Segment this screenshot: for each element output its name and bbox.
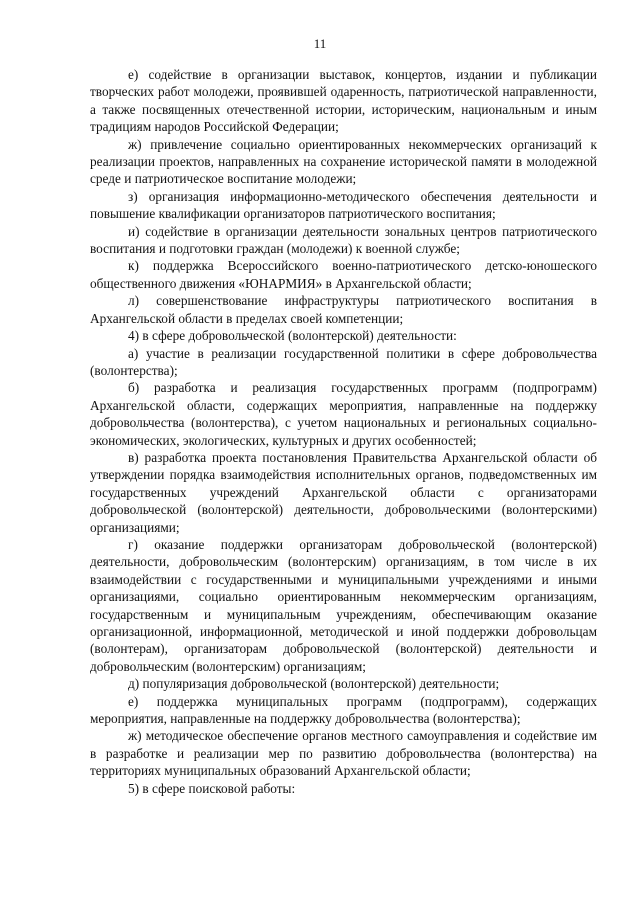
paragraph-e-municipal-programs: е) поддержка муниципальных программ (подпрограмм), содержащих мероприятия, направленные на поддержку добровольчества (волонтерства); (90, 693, 597, 727)
paragraph-l-infrastructure: л) совершенствование инфраструктуры патриотического воспитания в Архангельской области в пределах своей компетенции; (90, 293, 597, 326)
document-body (90, 66, 597, 797)
paragraph-zh-methodical-support: ж) методическое обеспечение органов местного самоуправления и содействие им в разработке и реализации мер по развитию добровольчества (волонтерства) на территориях муниципальных образований Архангельской области; (90, 728, 597, 779)
section-heading-search-work: 5) в сфере поисковой работы: (128, 780, 296, 796)
paragraph-a-state-policy: а) участие в реализации государственной политики в сфере добровольчества (волонтерства); (90, 345, 597, 378)
paragraph-z-methodology: з) организация информационно-методического обеспечения деятельности и повышение квалификации организаторов патриотического воспитания; (90, 188, 597, 222)
paragraph-k-yunarmiya: к) поддержка Всероссийского военно-патриотического детско-юношеского общественного движения «ЮНАРМИЯ» в Архангельской области; (90, 258, 597, 291)
paragraph-d-popularization: д) популяризация добровольческой (волонтерской) деятельности; (128, 676, 500, 692)
section-heading-volunteering: 4) в сфере добровольческой (волонтерской) деятельности: (128, 328, 457, 344)
paragraph-zh-nonprofits: ж) привлечение социально ориентированных некоммерческих организаций к реализации проектов, направленных на сохранение исторической памяти в молодежной среде и патриотическое воспитание молодежи; (90, 136, 597, 187)
paragraph-v-resolution-draft: в) разработка проекта постановления Правительства Архангельской области об утверждении порядка взаимодействия исполнительных органов, подведомственных им государственных учреждений Архангельской области с организаторами добровольческой (волонтерской) деятельности, добровольческими (волонтерскими) организациями; (90, 449, 597, 535)
paragraph-g-support: г) оказание поддержки организаторам добровольческой (волонтерской) деятельности, добровольческим (волонтерским) организациям, в том числе в их взаимодействии с государственными и муниципальными учреждениями и иными организациями, социально ориентированным некоммерческим организациям, государственным и муниципальным учреждениям, обеспечивающим оказание организационной, информационной, методической и иной поддержки добровольцам (волонтерам), организаторам добровольческой (волонтерской) деятельности и добровольческим (волонтерским) организациям; (90, 536, 597, 674)
page-number: 11 (313, 36, 327, 51)
paragraph-e-exhibitions: е) содействие в организации выставок, концертов, издании и публикации творческих работ молодежи, проявившей одаренность, патриотической направленности, а также посвященных отечественной истории, историческим, национальным и иным традициям народов Российской Федерации; (90, 67, 597, 135)
paragraph-b-state-programs: б) разработка и реализация государственных программ (подпрограмм) Архангельской области, содержащих мероприятия, направленные на поддержку добровольчества (волонтерства), с учетом национальных и региональных социально-экономических, экологических, культурных и других особенностей; (90, 380, 597, 448)
paragraph-i-zonal-centers: и) содействие в организации деятельности зональных центров патриотического воспитания и подготовки граждан (молодежи) к военной службе; (90, 223, 597, 257)
